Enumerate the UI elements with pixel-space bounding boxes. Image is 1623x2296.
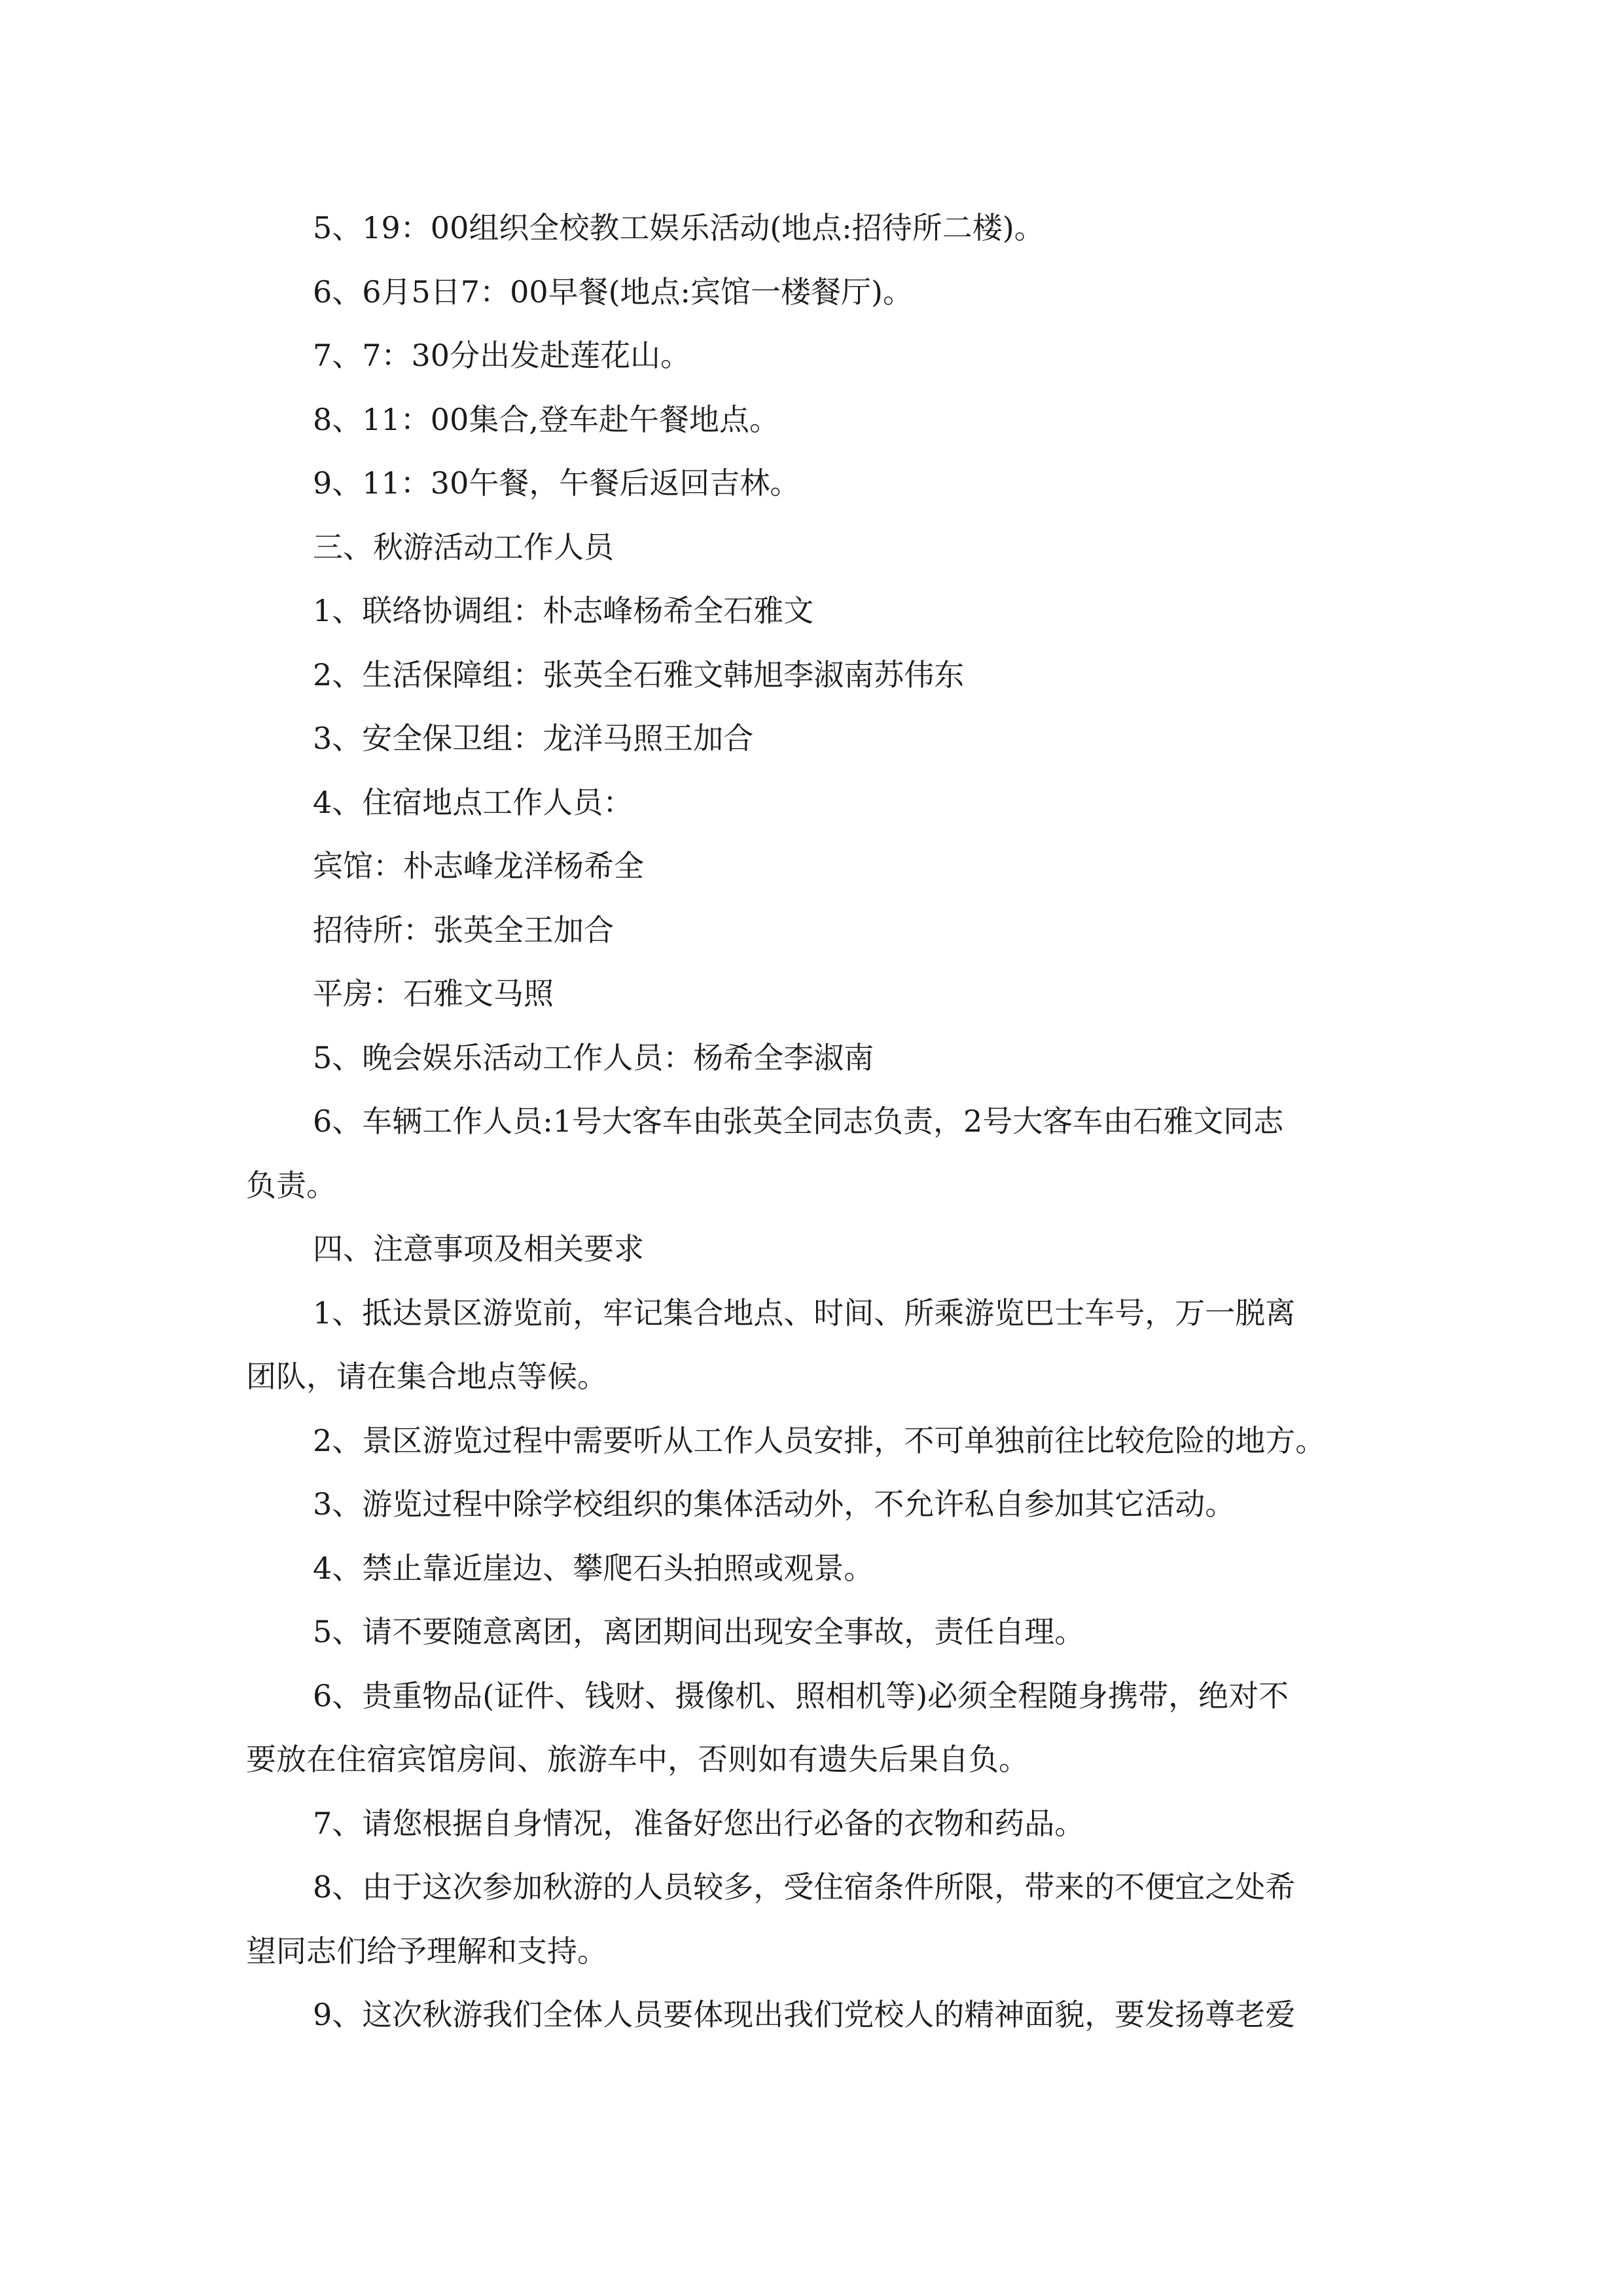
text-line: 团队，请在集合地点等候。 bbox=[246, 1359, 607, 1394]
text-line: 四、注意事项及相关要求 bbox=[313, 1231, 644, 1266]
text-line: 6、车辆工作人员:1号大客车由张英全同志负责，2号大客车由石雅文同志 bbox=[313, 1103, 1284, 1139]
text-line: 望同志们给予理解和支持。 bbox=[246, 1933, 607, 1969]
text-line: 宾馆：朴志峰龙洋杨希全 bbox=[313, 848, 644, 884]
text-line: 7、7：30分出发赴莲花山。 bbox=[313, 338, 691, 373]
text-line: 1、抵达景区游览前，牢记集合地点、时间、所乘游览巴士车号，万一脱离 bbox=[313, 1295, 1296, 1331]
text-line: 1、联络协调组：朴志峰杨希全石雅文 bbox=[313, 593, 814, 628]
text-line: 3、游览过程中除学校组织的集体活动外，不允许私自参加其它活动。 bbox=[313, 1486, 1236, 1522]
text-line: 三、秋游活动工作人员 bbox=[313, 529, 614, 565]
text-line: 招待所：张英全王加合 bbox=[313, 912, 614, 948]
text-line: 5、请不要随意离团，离团期间出现安全事故，责任自理。 bbox=[313, 1614, 1085, 1649]
text-line: 4、禁止靠近崖边、攀爬石头拍照或观景。 bbox=[313, 1550, 874, 1586]
text-line: 负责。 bbox=[246, 1167, 336, 1203]
text-line: 2、生活保障组：张英全石雅文韩旭李淑南苏伟东 bbox=[313, 656, 965, 692]
text-line: 6、6月5日7：00早餐(地点:宾馆一楼餐厅)。 bbox=[313, 274, 913, 310]
text-line: 9、这次秋游我们全体人员要体现出我们党校人的精神面貌，要发扬尊老爱 bbox=[313, 1997, 1296, 2032]
text-line: 3、安全保卫组：龙洋马照王加合 bbox=[313, 721, 754, 756]
text-line: 7、请您根据自身情况，准备好您出行必备的衣物和药品。 bbox=[313, 1805, 1085, 1841]
text-line: 6、贵重物品(证件、钱财、摄像机、照相机等)必须全程随身携带，绝对不 bbox=[313, 1677, 1289, 1713]
text-line: 要放在住宿宾馆房间、旅游车中，否则如有遗失后果自负。 bbox=[246, 1742, 1029, 1777]
text-line: 平房：石雅文马照 bbox=[313, 976, 554, 1011]
text-line: 9、11：30午餐，午餐后返回吉林。 bbox=[313, 465, 800, 501]
text-line: 5、晚会娱乐活动工作人员：杨希全李淑南 bbox=[313, 1039, 874, 1075]
document-body bbox=[246, 196, 1411, 2047]
text-line: 2、景区游览过程中需要听从工作人员安排，不可单独前往比较危险的地方。 bbox=[313, 1422, 1326, 1458]
text-line: 8、11：00集合,登车赴午餐地点。 bbox=[313, 401, 779, 437]
text-line: 4、住宿地点工作人员： bbox=[313, 784, 633, 820]
text-line: 5、19：00组织全校教工娱乐活动(地点:招待所二楼)。 bbox=[313, 210, 1044, 245]
text-line: 8、由于这次参加秋游的人员较多，受住宿条件所限，带来的不便宜之处希 bbox=[313, 1869, 1296, 1905]
